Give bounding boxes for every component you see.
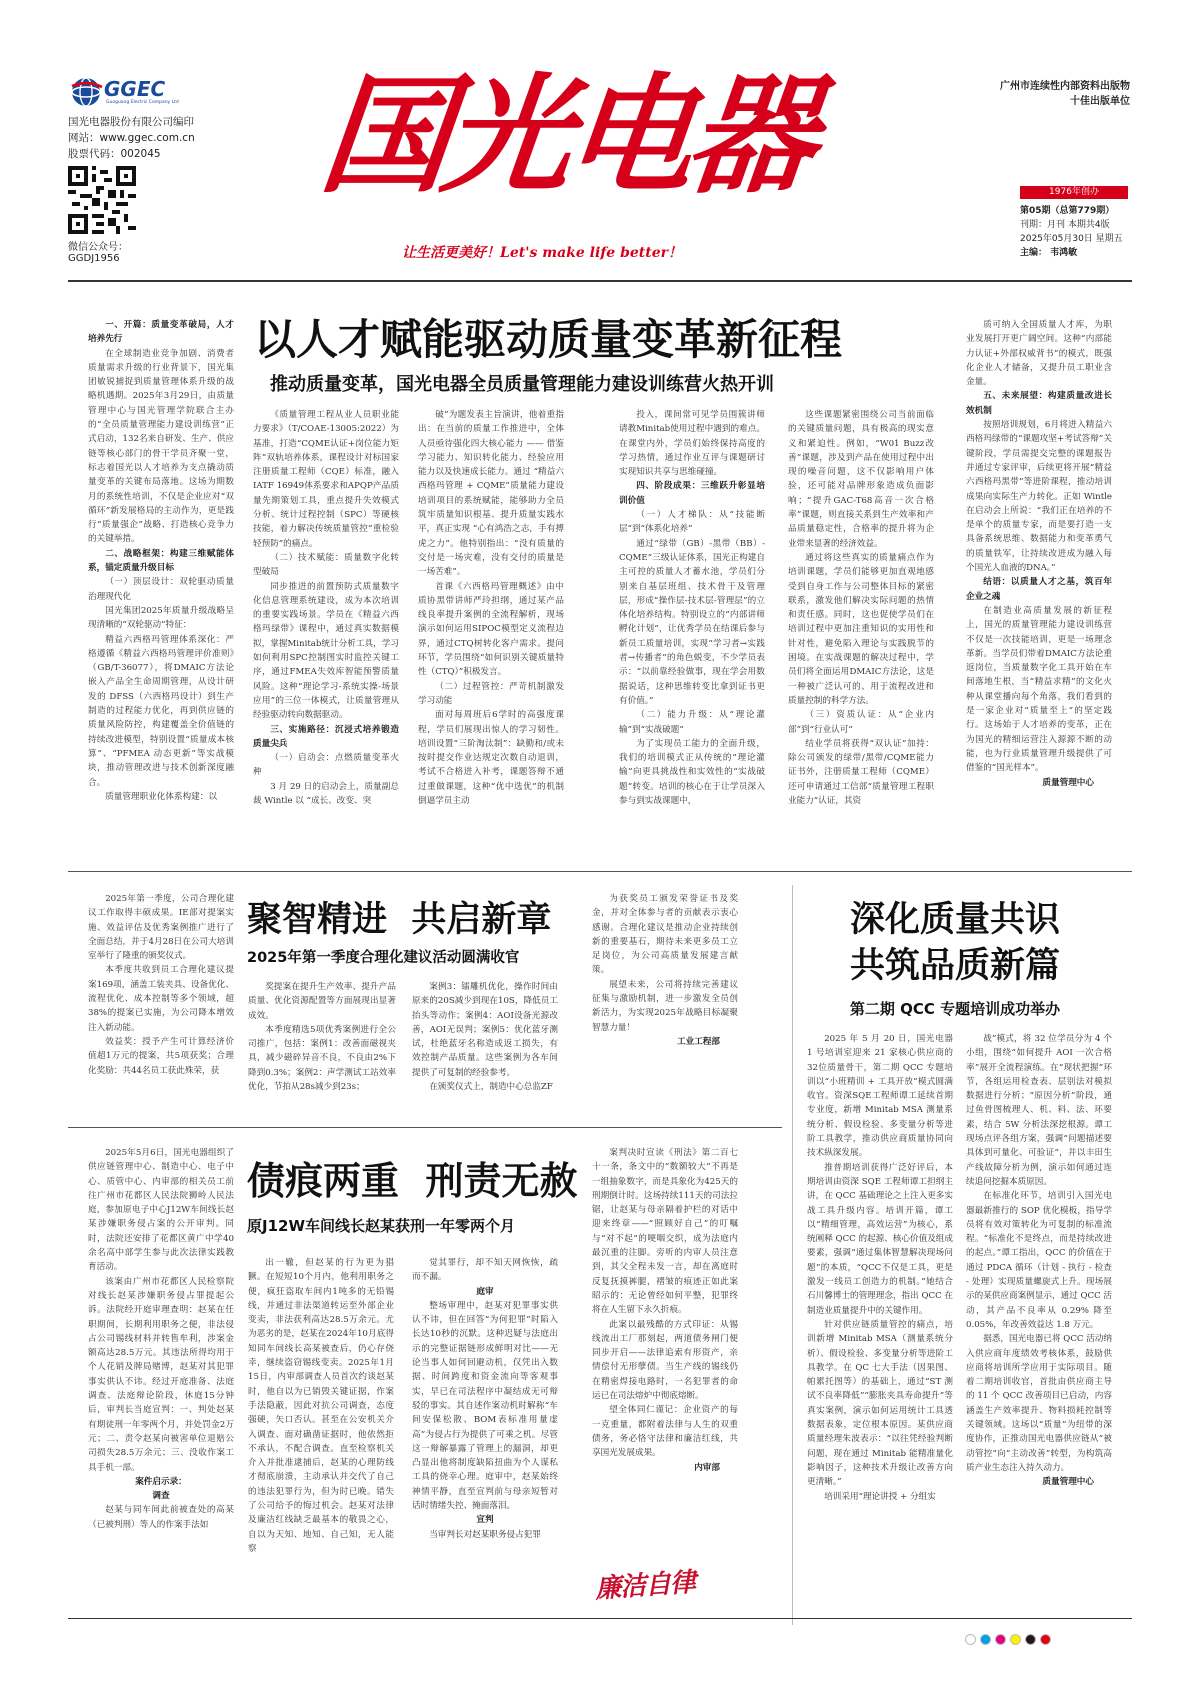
- paragraph: 面对每周班后6学时的高强度课程，学员们展现出惊人的学习韧性。培训设置“三阶淘汰制”：缺勤和/或未按时提交作业达规定次数自动退训，考试不合格进入补考，课题答辩不通过重做课题，这种“优中选优”的机制倒逼学员主动: [418, 710, 564, 807]
- stock-code: 股票代码：002045: [68, 148, 161, 160]
- ggec-globe-icon: [68, 76, 108, 108]
- color-swatch: [1040, 1634, 1051, 1645]
- paragraph: 结业学员将获得“双认证”加持：除公司颁发的绿带/黑带/CQME能力证书外，注册质量工程师（CQME）还可申请通过工信部“质量管理工程职业能力”认证，其资: [788, 738, 934, 807]
- logo-subtext: Guoguang Electric Company Ltd: [106, 100, 179, 105]
- paragraph: 2025 年 5 月 20 日，国光电器 1 号培训室迎来 21 家核心供应商的32位质量骨干，第二期 QCC 专题培训以“小班精训 + 工具开放”模式圆满收官。资深SQE工程师谭工延续首期专业度，新增 Minitab MSA 测量系统分析、假设检验、多变量分析等进阶工具教学，推动供应商质量协同向技术纵深发展。: [807, 1034, 953, 1159]
- founded-badge: 1976年创办: [1020, 186, 1128, 199]
- article4-col4: [592, 1146, 738, 1556]
- chief-editor: 主编： 韦鸿敏: [1020, 248, 1078, 258]
- paragraph: 在制造业高质量发展的新征程上，国光的质量管理能力建设训练营不仅是一次技能培训，更是一场理念革新。当学员们带着DMAIC方法论重返岗位，当质量数字化工具开始在车间落地生根，当“精益求精”的文化火种从课堂播向每个角落，我们看到的是一家企业对“质量至上”的坚定践行。这场始于人才培养的变革，正在为国光的精细运营注入源源不断的动能，也为行业质量管理升级提供了可借鉴的“国光样本”。: [966, 605, 1112, 774]
- color-swatch: [1025, 1634, 1036, 1645]
- article3-headline-line1: 深化质量共识: [849, 900, 1060, 940]
- paragraph: 首课《六西格玛管理概述》由中质协黑带讲师严玲担纲，通过某产品线良率提升案例的全流程解析，现场演示如何运用SIPOC模型定义流程边界，通过CTQ树转化客户需求。提问环节，学员围绕“如何识别关键质量特性（CTQ）”积极发言。: [418, 581, 564, 678]
- paragraph: 案例3：镭雕机优化，操作时间由原来的20S减少到现在10S，降低员工抬头等动作；案例4：AOI设备光源改善，AOI无误判；案例5：优化蓝牙测试，杜绝蓝牙名称造成返工损失，有效控制产品质量。这些案例为各车间提供了可复制的经验参考。: [412, 982, 558, 1078]
- wechat-label: 微信公众号：: [68, 242, 128, 253]
- article3-subheadline: 第二期 QCC 专题培训成功举办: [849, 1000, 1061, 1018]
- article2-col1: [88, 892, 234, 1112]
- section-heading: 三、实施路径：沉浸式培养锻造质量尖兵: [253, 724, 399, 749]
- color-swatch: [965, 1634, 976, 1645]
- section-heading: 调查: [152, 1491, 170, 1502]
- color-swatch: [995, 1634, 1006, 1645]
- paragraph: 案判决时宣读《刑法》第二百七十一条，条文中的“数额较大”不再是一组抽象数字，而是具象化为425天的刑期倒计时。这场持续111天的司法拉锯，让赵某与母亲隔着护栏的对话中迎来终章——“照顾好自己”的叮嘱与“对不起”的哽咽交织，成为法庭内最沉重的注脚。旁听的内审人员注意到，其父全程未发一言，却在离庭时反复抚摸裤腿，褶皱的痕迹正如此案昭示的：无论曾经如何平整，犯罪终将在人生留下永久折痕。: [592, 1148, 738, 1316]
- paragraph: 质量管理职业化体系构建：以: [105, 791, 217, 802]
- section-heading: 案件启示录：: [135, 1476, 187, 1487]
- paragraph: 为了实现员工能力的全面升级，我们的培训模式正从传统的“理论灌输”向更具挑战性和实效性的“实战破题”转变。培训的核心在于让学员深入参与到实战课题中，: [619, 738, 765, 807]
- section-heading: 结语：以质量人才之基，筑百年企业之魂: [966, 577, 1112, 602]
- article1-col6: [966, 318, 1112, 844]
- paragraph: 出一辙，但赵某的行为更为猖獗。在短短10个月内，他利用职务之便，疯狂盗取车间内1吨多的无铅锡线，并通过非法渠道转运至外部企业变卖，非法获利高达28.5万余元。尤为恶劣的是，赵某在2024年10月底得知同车间线长高某被查后，仍心存侥幸，继续盗窃锡线变卖。2025年1月15日，内审部调查人员首次约谈赵某时，他自以为已销毁关键证据，作案手法隐蔽，因此对抗公司调查，态度强硬，矢口否认。甚至在公安机关介入调查、面对确凿证据时，他依然拒不承认，不配合调查。直至检察机关介入并批准逮捕后，赵某的心理防线才彻底崩溃，主动承认并交代了自己的违法犯罪行为，但为时已晚。错失了公司给予的悔过机会。赵某对法律及廉洁红线缺乏最基本的敬畏之心，自以为天知、地知、自己知，无人能察: [248, 1258, 394, 1554]
- masthead-rule: [68, 280, 1132, 282]
- paragraph: （二）过程管控：严苛机制激发学习动能: [418, 681, 564, 706]
- publication-type: 广州市连续性内部资料出版物: [1000, 81, 1130, 92]
- paragraph: 国光集团2025年质量升级战略呈现清晰的“双轮驱动”特征：: [88, 605, 234, 631]
- website: 网站：www.ggec.com.cn: [68, 132, 195, 144]
- paragraph: 为获奖员工颁发荣誉证书及奖金，并对全体参与者的贡献表示衷心感谢。合理化建议是推动企业持续创新的重要基石，期待未来更多员工立足岗位，为公司高质量发展建言献策。: [592, 894, 738, 976]
- article3-col2: [966, 1032, 1112, 1606]
- article4-col1: [88, 1146, 234, 1606]
- paragraph: （一）顶层设计：双轮驱动质量治理现代化: [88, 577, 234, 602]
- paragraph: 据悉，国光电器已将 QCC 活动纳入供应商年度绩效考核体系，鼓励供应商将培训所学应用于实际项目。随着二期培训收官，首批由供应商主导的 11 个 QCC 改善项目已启动，内容涵盖生产效率提升、物料损耗控制等关键领域。这场以“质量”为纽带的深度协作，正推动国光电器供应链从“被动管控”向“主动改善”转型，为构筑高质产业生态注入持久动力。: [966, 1334, 1112, 1473]
- section-heading: 宣判: [476, 1515, 494, 1526]
- article2-headline: 聚智精进 共启新章: [247, 900, 552, 940]
- color-swatches: [965, 1634, 1055, 1646]
- paragraph: 精益六西格玛管理体系深化：严格遵循《精益六西格玛管理评价准则》（GB/T-36077），将DMAIC方法论嵌入产品全生命周期管理，从设计研发的 DFSS（六西格玛设计）到生产制造的过程能力优化，再到供应链的质量风险防控，构建覆盖全价值链的持续改进模型，特别设置“质量成本核算”、“PFMEA 动态更新”等实战模块，推动管理改进与技术创新深度融合。: [88, 634, 234, 788]
- paragraph: 同步推进的前置预防式质量数字化信息管理系统建设，成为本次培训的重要实践场景。学员在《精益六西格玛绿带》课程中，通过真实数据模拟，掌握Minitab统计分析工具，学习如何利用SPC控制图实时监控关键工序，通过FMEA失效库智能预警质量风险。这种“理论学习-系统实操-场景应用”的三位一体模式，让质量管理从经验驱动转向数据驱动。: [253, 581, 399, 721]
- paragraph: 整场审理中，赵某对犯罪事实供认不讳，但在回答“为何犯罪”时陷入长达10秒的沉默。这种迟疑与法庭出示的完整证据链形成鲜明对比——无论当事人如何回避动机，仅凭出入数据、时间跨度和资金流向等客观事实，早已在司法程序中凝结成无可辩驳的事实。其自述作案动机时解称“车间安保松散、BOM表标准用量虚高”为侵占行为提供了可乘之机。尽管这一辩解暴露了管理上的漏洞，却更凸显出他将制度缺陷扭曲为个人谋私工具的侥幸心理。庭审中，赵某始终神情平静，直至宣判前与母亲短暂对话时情绪失控、掩面落泪。: [412, 1300, 558, 1512]
- byline: 质量管理中心: [1042, 1477, 1094, 1488]
- section-heading: 一、开篇：质量变革破局，人才培养先行: [88, 320, 234, 345]
- article3-headline-line2: 共筑品质新篇: [849, 946, 1060, 986]
- paragraph: 投入，课间常可见学员围簇讲师请教Minitab使用过程中遇到的难点。在课堂内外，学员们始终保持高度的学习热情，通过作业互评与课题研讨实现知识共享与思维碰撞。: [619, 410, 765, 478]
- section-heading: 二、战略框架：构建三维赋能体系，锚定质量升级目标: [88, 548, 234, 574]
- paragraph: 展望未来，公司将持续完善建议征集与激励机制，进一步激发全员创新活力，为实现2025年战略目标凝聚智慧力量！: [592, 979, 738, 1033]
- paragraph: 在标准化环节，培训引入国光电器最新推行的 SOP 优化模板，指导学员将有效对策转化为可复制的标准流程。“标准化不是终点，而是持续改进的起点。”谭工指出，QCC 的价值在于通过 PDCA 循环（计划 - 执行 - 检查 - 处理）实现质量螺旋式上升。现场展示的某供应商案例显示，通过 QCC 活动，其产品不良率从 0.29% 降至 0.05%，年改善效益达 1.8 万元。: [966, 1191, 1112, 1330]
- paragraph: 通过将这些真实的质量痛点作为培训课题，学员们能够更加直观地感受到自身工作与公司整体目标的紧密联系，激发他们解决实际问题的热情和责任感。同时，这也促使学员们在培训过程中更加注重知识的实用性和针对性，避免陷入理论与实践脱节的困境。在实战课题的解决过程中，学员们将全面运用DMAIC方法论，这是一种被广泛认可的、用于流程改进和质量控制的科学方法。: [788, 552, 934, 706]
- paragraph: 按照培训规划，6月将进入精益六西格玛绿带的“课题攻坚+考试答辩”关键阶段，学员需提交完整的课题报告并通过专家评审，后续更将开展“精益六西格玛黑带”等进阶课程，推动培训成果向实际生产力转化。正如 Wintle 在启动会上所说：“我们正在培养的不是单个的质量专家，而是要打造一支具备系统思维、数据能力和变革勇气的质量铁军，让持续改进成为融入每个国光人血液的DNA。”: [966, 420, 1112, 574]
- article2-subheadline: 2025年第一季度合理化建议活动圆满收官: [247, 950, 520, 966]
- paragraph: 质可纳入全国质量人才库，为职业发展打开更广阔空间。这种“内部能力认证+外部权威背书”的模式，既强化企业人才储备，又提升员工职业含金量。: [966, 320, 1112, 388]
- publication-rank: 十佳出版单位: [1070, 96, 1130, 107]
- paragraph: 2025年5月6日，国光电器组织了供应链管理中心、制造中心、电子中心、质管中心、内审部的相关员工前往广州市花都区人民法院狮岭人民法庭，参加原电子中心J12W车间线长赵某涉嫌职务侵占案的公开审判。同时，法院还安排了花都区黄广中学40余名高中部学生参与此次法律实践教育活动。: [88, 1148, 234, 1273]
- byline: 质量管理中心: [1042, 777, 1094, 788]
- section-rule-2: [68, 1127, 782, 1128]
- paragraph: 2025年第一季度，公司合理化建议工作取得丰硕成果。IE部对提案实施、效益评估及优秀案例推广进行了全面总结，并于4月28日在公司大培训室举行了隆重的颁奖仪式。: [88, 894, 234, 962]
- paragraph: 针对供应链质量管控的痛点，培训新增 Minitab MSA（测量系统分析）、假设检验、多变量分析等进阶工具教学。在 QC 七大手法（因果图、帕累托图等）的基础上，通过“ST 测试不良率降低”“膨胀夹具寿命提升”等真实案例，演示如何运用统计工具透数据表象，定位根本原因。某供应商质量经理朱波表示：“以往凭经验判断问题，现在通过 Minitab 能精准量化影响因子，这种技术升级让改善方向更清晰。”: [807, 1319, 953, 1488]
- paragraph: 在全球制造业竞争加剧、消费者质量需求升级的行业背景下，国光集团敏锐捕捉到质量管理体系升级的战略机遇期。2025年3月29日，由质量管理中心与国光管理学院联合主办的“全员质量管理能力建设训练营”正式启动，132名来自研发、生产、供应链等核心部门的骨干学员齐聚一堂，标志着国光以人才培养为支点撬动质量变革的关键布局落地。这场为期数月的系统性培训，不仅是企业应对“双循环”新发展格局的主动作为，更是践行“质量强企”战略、打造核心竞争力的关键举措。: [88, 348, 234, 545]
- paragraph: 望全体同仁谨记：企业资产的每一克重量，都附着法律与人生的双重债务，务必恪守法律和廉洁红线，共享国光发展成果。: [592, 1405, 738, 1459]
- paragraph: 《质量管理工程从业人员职业能力要求》（T/COAE-13005:2022）为基准，打造“CQME认证+岗位能力矩阵”双轨培养体系，课程设计对标国家注册质量工程师（CQE）标准，融入IATF 16949体系要求和APQP产品质量先期策划工具，重点提升失效模式分析、统计过程控制（SPC）等硬核技能，着力解决传统质量管控“重检验轻预防”的痛点。: [253, 410, 399, 549]
- period-pages: 刊期：月刊 本期共4版: [1020, 220, 1110, 230]
- qr-code: [68, 166, 136, 234]
- article1-col3: [418, 408, 564, 844]
- paragraph: 推普期培训获得广泛好评后，本期培训由资深 SQE 工程师谭工担纲主讲，在 QCC 基础理论之上注入更多实战工具升级内容。培训开篇，谭工以“精细管理，高效运营”为核心，系统阐释 QCC 的起源、核心价值及组成要素，强调“通过集体智慧解决现场问题”的本质，“QCC不仅是工具，更是激发一线员工创造力的机制。”她结合石川馨博士的管理理念，指出 QCC 在制造业质量提升中的关键作用。: [807, 1162, 953, 1316]
- article1-col2: [253, 408, 399, 844]
- paragraph: 本季度精选5项优秀案例进行全公司推广，包括：案例1：改善面磁视夹具，减少磁碎异音不良，不良由2%下降到0.3%；案例2：声学测试工站效率优化，节拍从28s减少到23s；: [248, 1024, 396, 1093]
- color-swatch: [980, 1634, 991, 1645]
- section-heading: 四、阶段成果：三维跃升彰显培训价值: [619, 481, 765, 506]
- footer-rule: [68, 1618, 1132, 1619]
- byline: 工业工程部: [677, 1036, 720, 1047]
- issue-number: 第05期（总第779期）: [1020, 206, 1115, 216]
- paragraph: 当审判长对赵某职务侵占犯罪: [429, 1529, 541, 1540]
- paragraph: （一）启动会：点燃质量变革火种: [253, 753, 399, 778]
- section-heading: 庭审: [476, 1286, 494, 1297]
- paragraph: （三）资质认证：从“企业内部”到“行业认可”: [788, 710, 934, 735]
- color-swatch: [1010, 1634, 1021, 1645]
- company-line: 国光电器股份有限公司编印: [68, 116, 194, 128]
- article1-col1: [88, 318, 234, 844]
- article1-col4: [619, 408, 765, 844]
- paragraph: 战”模式，将 32 位学员分为 4 个小组，围绕“如何提升 AOI 一次合格率”展开全流程演练。在“现状把握”环节，各组运用检查表、层别法对模拟数据进行分析；“原因分析”阶段，通过鱼骨图梳理人、机、料、法、环要素，结合 5W 分析法深挖根源。谭工现场点评各组方案，强调“问题描述要具体到可量化、可验证”，并以丰田生产线故障分析为例，演示如何通过连续追问挖掘本质原因。: [966, 1034, 1112, 1187]
- slogan: 让生活更美好！Let's make life better！: [402, 245, 682, 261]
- paragraph: 这些课题紧密围绕公司当前面临的关键质量问题，具有极高的现实意义和紧迫性。例如，“W01 Buzz改善”课题，涉及到产品在使用过程中出现的噪音问题，这不仅影响用户体验，还可能对品牌形象造成负面影响；“提升GAC-T68高音一次合格率”课题，则直接关系到生产效率和产品质量稳定性，合格率的提升将为企业带来显著的经济效益。: [788, 410, 934, 549]
- paragraph: （二）技术赋能：质量数字化转型破局: [253, 552, 399, 578]
- article4-col3: [412, 1256, 558, 1606]
- company-logo: [68, 76, 188, 108]
- paragraph: 通过“绿带（GB）-黑带（BB）-CQME”三级认证体系，国光正构建自主可控的质量人才蓄水池，学员们分别来自基层班组、技术骨干及管理层，形成“操作层-技术层-管理层”的立体化培养结构。特别设立的“内部讲师孵化计划”，让优秀学员在结课后参与新员工质量培训，实现“学习者→实践者→传播者”的角色蜕变，不少学员表示：“以前靠经验做事，现在学会用数据说话，这种思维转变比拿到证书更有价值。”: [619, 538, 765, 706]
- article2-col4: [592, 892, 738, 1112]
- paragraph: 在颁奖仪式上，制造中心总监ZF: [429, 1082, 553, 1093]
- paragraph: 觉其罪行，却不知天网恢恢，疏而不漏。: [412, 1258, 558, 1283]
- article4-headline: 债痕两重 刑责无赦: [247, 1159, 578, 1203]
- integrity-stamp: 廉洁自律: [594, 1567, 697, 1605]
- paragraph: （二）能力升级：从“理论灌输”到“实战破题”: [619, 710, 765, 735]
- paragraph: 该案由广州市花都区人民检察院对线长赵某涉嫌职务侵占罪提起公诉。法院经开庭审理查明：赵某在任职期间，长期利用职务之便，非法侵占公司锡线材料并转售牟利，涉案金额高达28.5万元。其违法所得均用于个人花销及牌局赌博，赵某对其犯罪事实供认不讳。经过开庭准备、法庭调查、法庭辩论阶段，休庭15分钟后，审判长当庭宣判：一、判处赵某有期徒刑一年零两个月，并处罚金2万元；二、责令赵某向被害单位退赔公司损失28.5万余元；三、没收作案工具手机一部。: [88, 1276, 234, 1473]
- article2-col3: [412, 980, 558, 1112]
- paragraph: 3 月 29 日的启动会上，质量副总裁 Wintle 以 “成长、改变、突: [253, 781, 399, 807]
- paragraph: 本季度共收到员工合理化建议提案169项，涵盖工装夹具、设备优化、流程优化、成本控制等多个领域，超38%的提案已实施，为公司降本增效注入新动能。: [88, 965, 234, 1033]
- paragraph: 培训采用“理论讲授 + 分组实: [824, 1491, 936, 1502]
- article2-col2: [248, 980, 396, 1112]
- paragraph: 此案以最残酷的方式印证：从锡线流出工厂那刻起，两道债务闸门便同步开启——法律追索有形资产，亲情偿付无形孽债。当生产线的锡线仍在精密焊接电路时，一名犯罪者的命运已在司法熔炉中彻底熔断。: [592, 1319, 738, 1402]
- column-rule-right: [792, 885, 793, 1625]
- article1-col5: [788, 408, 934, 844]
- byline: 内审部: [694, 1462, 720, 1473]
- wechat-id: GGDJ1956: [68, 253, 120, 264]
- masthead: [0, 0, 1200, 285]
- paragraph: （一）人才梯队：从“技能断层”到“体系化培养”: [619, 510, 765, 535]
- paragraph: 奖提案在提升生产效率、提升产品质量、优化资源配置等方面展现出显著成效。: [248, 982, 396, 1021]
- issue-date: 2025年05月30日 星期五: [1020, 234, 1123, 244]
- article4-col2: [248, 1256, 394, 1606]
- section-rule-1: [68, 871, 1132, 872]
- paragraph: 效益奖：授予产生可计算经济价值超1万元的提案，共5项获奖；合理化奖励：共44名员工获此殊荣，获: [88, 1036, 234, 1076]
- logo-text: GGEC: [104, 77, 166, 101]
- section-heading: 五、未来展望：构建质量改进长效机制: [966, 391, 1112, 416]
- article1-headline: 以人才赋能驱动质量变革新征程: [254, 315, 843, 364]
- paragraph: 赵某与同车间此前被查处的高某（已被判刑）等人的作案手法如: [88, 1505, 234, 1530]
- article1-subheadline: 推动质量变革，国光电器全员质量管理能力建设训练营火热开训: [270, 374, 774, 395]
- article4-subheadline: 原J12W车间线长赵某获刑一年零两个月: [247, 1217, 516, 1235]
- article3-col1: [807, 1032, 953, 1606]
- paragraph: 破”为题发表主旨演讲，他着重指出：在当前的质量工作推进中，全体人员亟待强化四大核心能力 —— 借鉴学习能力、知识转化能力、经验应用能力以及快速成长能力。通过 “精益六西格玛管理 + CQME”质量能力建设培训项目的系统赋能，能够助力全员筑牢质量知识根基、提升质量实践水平，真正实现 “心有鸿浩之志，手有搏虎之力”。他特别指出：“没有质量的交付是一场灾难，没有交付的质量是一场苦难”。: [418, 410, 564, 578]
- newspaper-title: 国光电器: [314, 61, 818, 211]
